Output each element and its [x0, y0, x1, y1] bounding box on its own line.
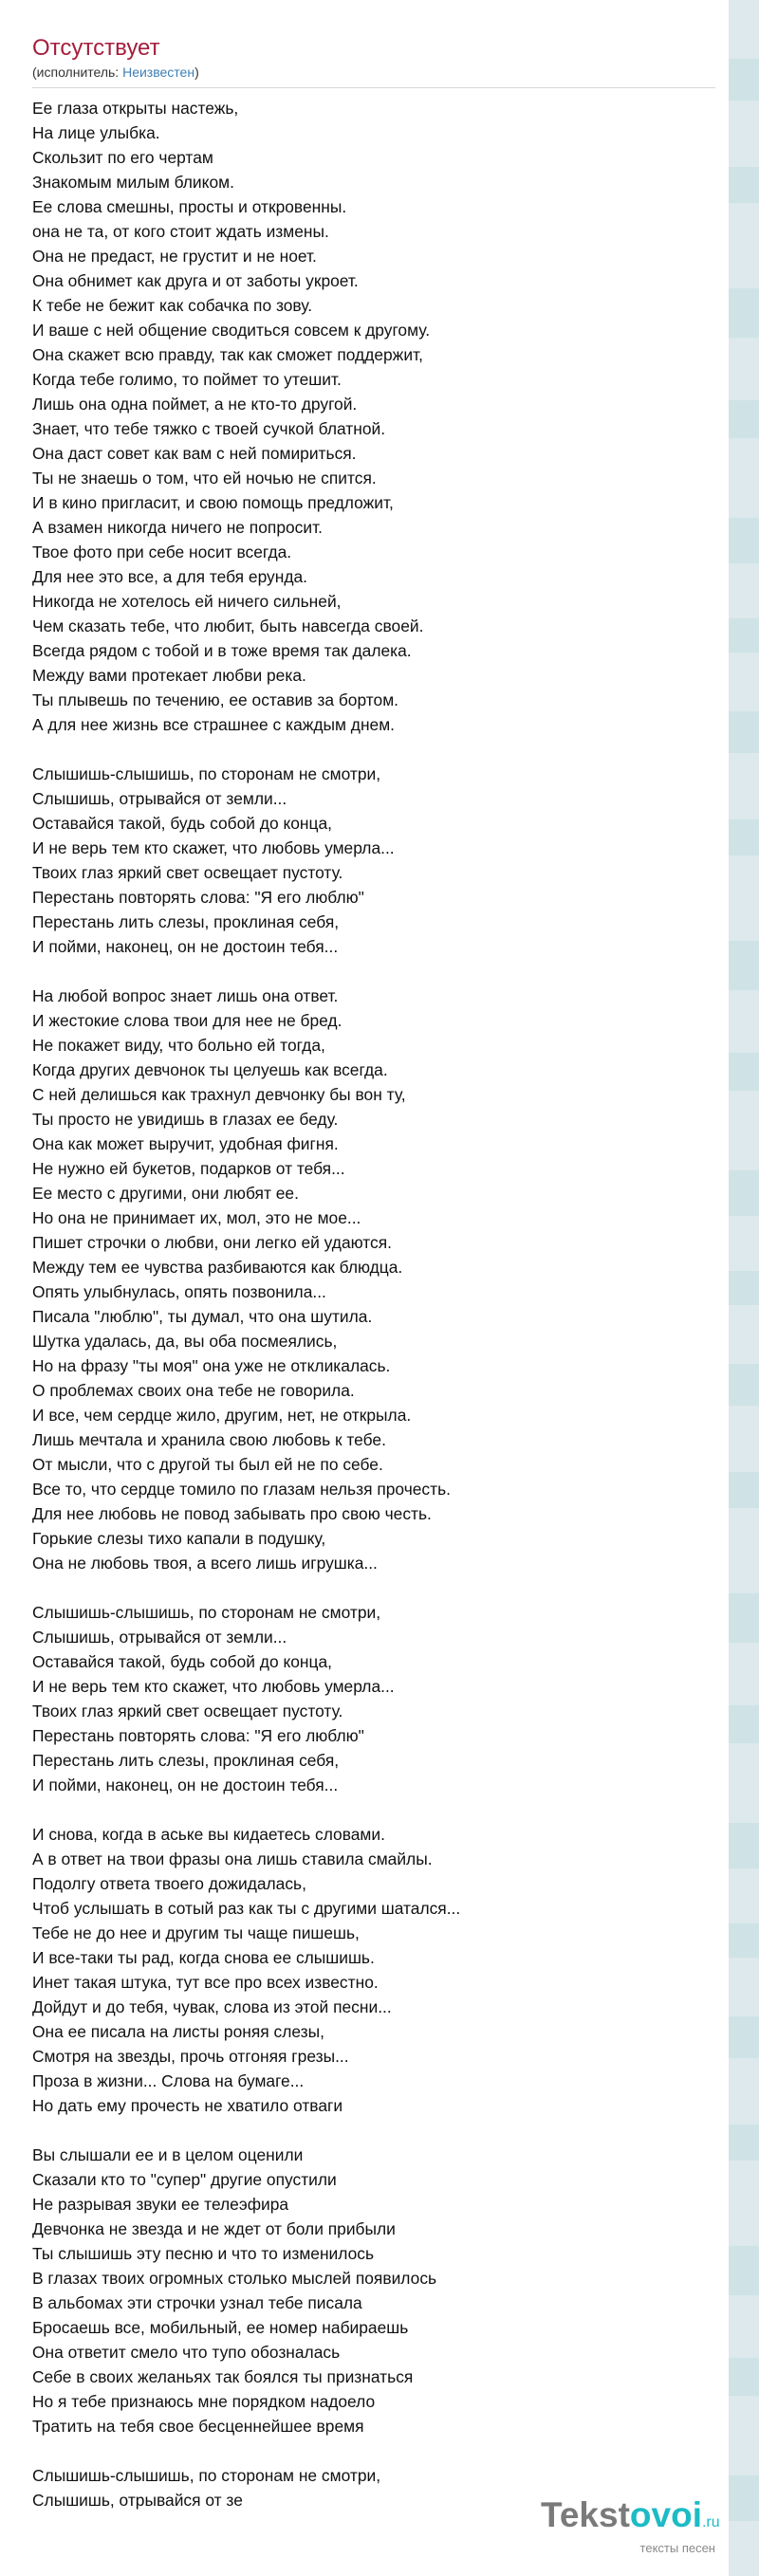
stripe-block	[729, 1305, 759, 1364]
lyric-line: Но я тебе признаюсь мне порядком надоело	[32, 2392, 376, 2411]
lyric-line: На любой вопрос знает лишь она ответ.	[32, 986, 339, 1005]
song-title: Отсутствует	[32, 35, 160, 61]
verse	[32, 2143, 715, 2438]
lyric-line: Бросаешь все, мобильный, ее номер набираешь	[32, 2318, 409, 2337]
lyric-line: Подолгу ответа твоего дожидалась,	[32, 1874, 306, 1893]
meta-suffix: )	[194, 64, 199, 80]
lyric-line: И не верь тем кто скажет, что любовь умерла...	[32, 1677, 395, 1696]
lyric-line: Для нее это все, а для тебя ерунда.	[32, 567, 308, 586]
meta-prefix: (исполнитель:	[32, 64, 123, 80]
lyrics-text	[32, 96, 715, 2512]
lyric-line: Себе в своих желаньях так боялся ты признаться	[32, 2367, 414, 2386]
lyric-line: Перестань лить слезы, проклиная себя,	[32, 1751, 340, 1770]
lyric-line: Чтоб услышать в сотый раз как ты с другими шатался...	[32, 1899, 461, 1918]
stripe-block	[729, 653, 759, 711]
verse	[32, 1600, 715, 1797]
stripe-block	[729, 753, 759, 819]
stripe-block	[729, 1705, 759, 1743]
stripe-block	[729, 1053, 759, 1091]
lyric-line: Знает, что тебе тяжко с твоей сучкой блатной.	[32, 419, 386, 438]
site-logo[interactable]	[541, 2495, 750, 2555]
verse	[32, 96, 715, 737]
lyric-line: Не нужно ей букетов, подарков от тебя...	[32, 1159, 345, 1178]
lyric-line: Она не предаст, не грустит и не ноет.	[32, 247, 317, 266]
verse	[32, 762, 715, 959]
lyric-line: Пишет строчки о любви, они легко ей удаются.	[32, 1233, 392, 1252]
lyric-line: Оставайся такой, будь собой до конца,	[32, 1652, 333, 1671]
lyric-line: Слышишь-слышишь, по сторонам не смотри,	[32, 2466, 381, 2485]
lyric-line: А в ответ на твои фразы она лишь ставила смайлы.	[32, 1849, 433, 1868]
stripe-block	[729, 518, 759, 563]
lyric-line: А для нее жизнь все страшнее с каждым днем.	[32, 715, 396, 734]
stripe-block	[729, 1593, 759, 1643]
lyric-line: Когда других девчонок ты целуешь как всегда.	[32, 1060, 388, 1079]
lyric-line: Чем сказать тебе, что любит, быть навсегда своей.	[32, 616, 424, 635]
lyric-line: Инет такая штука, тут все про всех известно.	[32, 1973, 379, 1992]
logo-tld: .ru	[701, 2514, 720, 2530]
lyric-line: И все, чем сердце жило, другим, нет, не открыла.	[32, 1406, 412, 1425]
lyric-line: Все то, что сердце томило по глазам нельзя прочесть.	[32, 1480, 451, 1499]
lyric-line: К тебе не бежит как собачка по зову.	[32, 296, 313, 315]
lyric-line: И пойми, наконец, он не достоин тебя...	[32, 1776, 339, 1794]
logo-text-part1: Tekst	[541, 2495, 630, 2534]
lyric-line: И в кино пригласит, и свою помощь предложит,	[32, 493, 394, 512]
stripe-block	[729, 1958, 759, 2016]
stripe-block	[729, 563, 759, 618]
lyric-line: Ее глаза открыты настежь,	[32, 99, 239, 118]
lyric-line: Слышишь, отрывайся от земли...	[32, 1628, 287, 1647]
lyric-line: Дойдут и до тебя, чувак, слова из этой песни...	[32, 1997, 392, 2016]
lyric-line: Проза в жизни... Слова на бумаге...	[32, 2071, 305, 2090]
stripe-block	[729, 1091, 759, 1170]
lyric-line: Перестань повторять слова: "Я его люблю"	[32, 888, 364, 907]
stripe-block	[729, 1823, 759, 1868]
lyric-line: Слышишь, отрывайся от зе	[32, 2491, 243, 2510]
lyric-line: Твое фото при себе носит всегда.	[32, 543, 292, 561]
decorative-side-stripe	[729, 0, 759, 2565]
stripe-block	[729, 2058, 759, 2125]
stripe-block	[729, 2295, 759, 2358]
lyric-line: Твоих глаз яркий свет освещает пустоту.	[32, 1702, 343, 1720]
lyric-line: Всегда рядом с тобой и в тоже время так далека.	[32, 641, 412, 660]
lyric-line: На лице улыбка.	[32, 123, 160, 142]
lyric-line: Тратить на тебя свое бесценнейшее время	[32, 2417, 364, 2436]
stripe-block	[729, 288, 759, 338]
lyric-line: Она не любовь твоя, а всего лишь игрушка...	[32, 1554, 378, 1573]
stripe-block	[729, 400, 759, 438]
lyric-line: Сказали кто то "супер" другие опустили	[32, 2170, 337, 2189]
stripe-block	[729, 203, 759, 288]
artist-link[interactable]: Неизвестен	[122, 64, 195, 80]
lyric-line: Перестань повторять слова: "Я его люблю"	[32, 1726, 364, 1745]
lyric-line: Слышишь-слышишь, по сторонам не смотри,	[32, 764, 381, 783]
stripe-block	[729, 1643, 759, 1705]
lyric-line: Она даст совет как вам с ней помириться.	[32, 444, 357, 463]
stripe-block	[729, 101, 759, 167]
lyric-line: Она обнимет как друга и от заботы укроет.	[32, 271, 359, 290]
lyric-line: От мысли, что с другой ты был ей не по себе.	[32, 1455, 383, 1474]
lyric-line: В альбомах эти строчки узнал тебе писала	[32, 2293, 362, 2312]
lyric-line: Ты не знаешь о том, что ей ночью не спится.	[32, 469, 377, 488]
lyric-line: Не разрывая звуки ее телеэфира	[32, 2195, 289, 2214]
stripe-block	[729, 438, 759, 518]
lyric-line: она не та, от кого стоит ждать измены.	[32, 222, 329, 241]
lyric-line: Писала "люблю", ты думал, что она шутила.	[32, 1307, 373, 1326]
lyric-line: Слышишь-слышишь, по сторонам не смотри,	[32, 1603, 381, 1622]
lyric-line: Ее место с другими, они любят ее.	[32, 1184, 299, 1203]
verse	[32, 1822, 715, 2118]
lyric-line: Твоих глаз яркий свет освещает пустоту.	[32, 863, 343, 882]
stripe-block	[729, 1743, 759, 1823]
stripe-block	[729, 618, 759, 653]
lyric-line: С ней делишься как трахнул девчонку бы вон ту,	[32, 1085, 406, 1104]
lyric-line: Опять улыбнулась, опять позвонила...	[32, 1282, 326, 1301]
lyric-line: В глазах твоих огромных столько мыслей появилось	[32, 2269, 437, 2288]
logo-tagline: тексты песен	[639, 2541, 715, 2555]
stripe-block	[729, 1170, 759, 1216]
logo-wordmark	[541, 2496, 750, 2542]
stripe-block	[729, 941, 759, 990]
stripe-block	[729, 1472, 759, 1508]
lyric-line: А взамен никогда ничего не попросит.	[32, 518, 323, 537]
lyric-line: Знакомым милым бликом.	[32, 173, 234, 192]
stripe-block	[729, 2016, 759, 2058]
lyric-line: Тебе не до нее и другим ты чаще пишешь,	[32, 1923, 360, 1942]
stripe-block	[729, 819, 759, 856]
lyric-line: Она ответит смело что тупо обозналась	[32, 2343, 341, 2362]
lyric-line: Ты плывешь по течению, ее оставив за бортом.	[32, 690, 398, 709]
stripe-block	[729, 1868, 759, 1923]
stripe-block	[729, 338, 759, 400]
lyric-line: Ты слышишь эту песню и что то изменилось	[32, 2244, 375, 2263]
lyric-line: Скользит по его чертам	[32, 148, 213, 167]
lyric-line: Между вами протекает любви река.	[32, 666, 306, 685]
stripe-block	[729, 1508, 759, 1593]
lyric-line: Лишь она одна поймет, а не кто-то другой.	[32, 395, 358, 414]
lyric-line: И пойми, наконец, он не достоин тебя...	[32, 937, 339, 956]
lyric-line: Для нее любовь не повод забывать про свою честь.	[32, 1504, 432, 1523]
lyric-line: Но на фразу "ты моя" она уже не откликалась.	[32, 1356, 391, 1375]
lyric-line: Шутка удалась, да, вы оба посмеялись,	[32, 1332, 338, 1351]
lyric-line: Смотря на звезды, прочь отгоняя грезы...	[32, 2047, 349, 2066]
stripe-block	[729, 2358, 759, 2396]
lyric-line: Ты просто не увидишь в глазах ее беду.	[32, 1110, 339, 1129]
lyric-line: Слышишь, отрывайся от земли...	[32, 789, 287, 808]
stripe-block	[729, 1406, 759, 1472]
stripe-block	[729, 2396, 759, 2475]
lyric-line: Не покажет виду, что больно ей тогда,	[32, 1036, 325, 1055]
stripe-block	[729, 711, 759, 753]
stripe-block	[729, 2246, 759, 2295]
verse	[32, 984, 715, 1575]
lyric-line: И не верь тем кто скажет, что любовь умерла...	[32, 838, 395, 857]
lyric-line: Она как может выручит, удобная фигня.	[32, 1134, 339, 1153]
lyric-line: Она ее писала на листы роняя слезы,	[32, 2022, 324, 2041]
lyric-line: И жестокие слова твои для нее не бред.	[32, 1011, 342, 1030]
stripe-block	[729, 1923, 759, 1958]
stripe-block	[729, 0, 759, 59]
lyric-line: Она скажет всю правду, так как сможет поддержит,	[32, 345, 423, 364]
lyric-line: И ваше с ней общение сводиться совсем к другому.	[32, 321, 431, 340]
lyric-line: Перестань лить слезы, проклиная себя,	[32, 912, 340, 931]
title-divider	[32, 87, 715, 88]
stripe-block	[729, 2125, 759, 2161]
lyrics-page	[32, 34, 715, 2537]
lyric-line: Горькие слезы тихо капали в подушку,	[32, 1529, 326, 1548]
song-meta	[32, 63, 715, 82]
logo-text-part2: ovoi	[629, 2495, 702, 2534]
stripe-block	[729, 167, 759, 203]
stripe-block	[729, 1271, 759, 1305]
lyric-line: И все-таки ты рад, когда снова ее слышишь.	[32, 1948, 375, 1967]
stripe-block	[729, 1216, 759, 1271]
lyric-line: Оставайся такой, будь собой до конца,	[32, 814, 333, 833]
lyric-line: Никогда не хотелось ей ничего сильней,	[32, 592, 342, 611]
lyric-line: Вы слышали ее и в целом оценили	[32, 2145, 304, 2164]
lyric-line: О проблемах своих она тебе не говорила.	[32, 1381, 355, 1400]
lyric-line: Но дать ему прочесть не хватило отваги	[32, 2096, 343, 2115]
lyric-line: Между тем ее чувства разбиваются как блюдца.	[32, 1258, 403, 1277]
stripe-block	[729, 990, 759, 1053]
lyric-line: Лишь мечтала и хранила свою любовь к тебе.	[32, 1430, 386, 1449]
stripe-block	[729, 856, 759, 941]
lyric-line: Когда тебе голимо, то поймет то утешит.	[32, 370, 342, 389]
stripe-block	[729, 2161, 759, 2246]
lyric-line: Девчонка не звезда и не ждет от боли прибыли	[32, 2219, 396, 2238]
lyric-line: И снова, когда в аське вы кидаетесь словами.	[32, 1825, 385, 1844]
lyric-line: Но она не принимает их, мол, это не мое...	[32, 1208, 361, 1227]
stripe-block	[729, 59, 759, 101]
lyric-line: Ее слова смешны, просты и откровенны.	[32, 197, 347, 216]
stripe-block	[729, 1364, 759, 1406]
